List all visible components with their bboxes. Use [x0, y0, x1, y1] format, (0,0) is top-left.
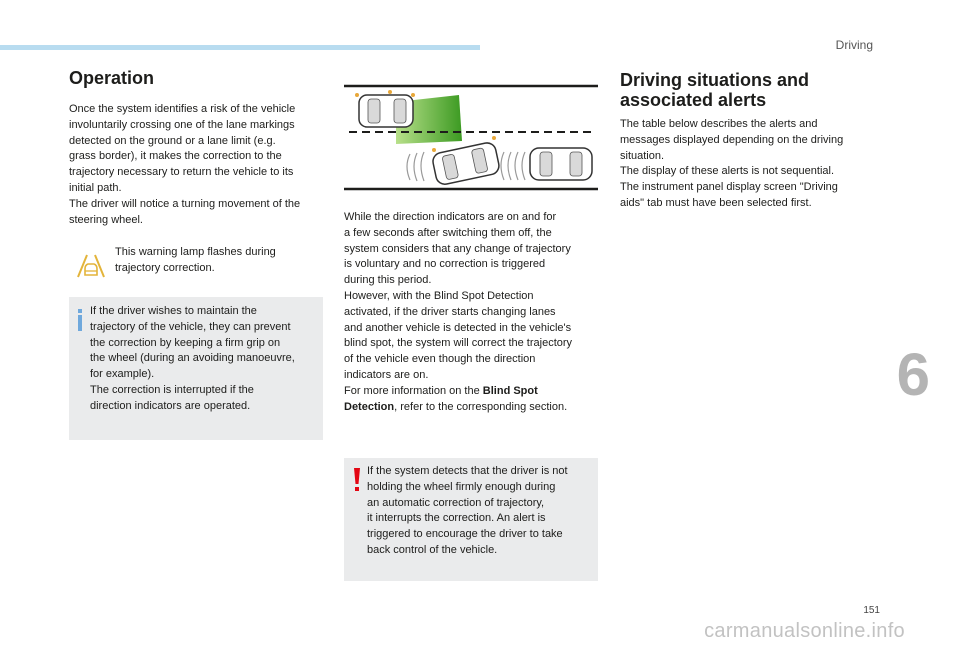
text-line: situation.: [620, 149, 665, 162]
header-accent-bar: [0, 45, 480, 50]
section-header: Driving: [835, 38, 873, 52]
text-line: trajectory correction.: [115, 261, 215, 274]
text-line: triggered to encourage the driver to take: [367, 528, 563, 541]
lane-change-blind-spot-illustration: [344, 84, 598, 191]
text-line: The display of these alerts is not sequential.: [620, 165, 835, 178]
text-line: This warning lamp flashes during: [115, 246, 276, 258]
title-line: Driving situations and: [620, 70, 810, 90]
text-line: of the vehicle even though the direction: [344, 353, 536, 366]
lane-departure-warning-icon: [75, 253, 107, 279]
text-line: back control of the vehicle.: [367, 543, 498, 556]
text-line: grass border), it makes the correction to the: [69, 150, 282, 163]
text-line: trajectory necessary to return the vehicle to its: [69, 166, 294, 179]
car-behind: [530, 148, 592, 180]
info-box: [69, 297, 323, 440]
operation-paragraph: [69, 102, 329, 228]
text-line: activated, if the driver starts changing lanes: [344, 305, 556, 318]
text-line: However, with the Blind Spot Detection: [344, 289, 534, 302]
chapter-number: 6: [896, 341, 930, 408]
text-line: messages displayed depending on the driving: [620, 133, 844, 146]
text-line: Once the system identifies a risk of the vehicle: [69, 103, 296, 115]
exclamation-icon: [353, 468, 361, 492]
text-line: trajectory of the vehicle, they can prevent: [90, 320, 291, 333]
text-line: The driver will notice a turning movement of the: [69, 197, 301, 210]
text-line: , refer to the corresponding section.: [394, 400, 568, 413]
car-changing-lane: [431, 141, 500, 186]
warning-lamp-note: [69, 245, 324, 285]
text-line: for example).: [90, 368, 155, 381]
text-line: is voluntary and no correction is triggered: [344, 258, 546, 271]
watermark: carmanualsonline.info: [704, 620, 905, 642]
text-line: blind spot, the system will correct the trajectory: [344, 337, 573, 350]
info-icon: [77, 309, 83, 331]
text-line: the wheel (during an avoiding manoeuvre,: [90, 352, 295, 365]
blind-spot-reference: Detection: [344, 400, 395, 413]
text-line: and another vehicle is detected in the vehicle's: [344, 321, 572, 334]
page-number: 151: [863, 605, 880, 616]
text-line: The instrument panel display screen "Driving: [620, 181, 838, 194]
title-line: associated alerts: [620, 90, 767, 110]
operation-title: Operation: [69, 68, 155, 88]
text-line: holding the wheel firmly enough during: [367, 480, 556, 493]
text-line: a few seconds after switching them off, the: [344, 226, 552, 239]
text-line: detected on the ground or a lane limit (e.g.: [69, 134, 276, 147]
alert-box: [344, 458, 598, 581]
text-line: the correction by keeping a firm grip on: [90, 336, 281, 349]
text-line: direction indicators are operated.: [90, 399, 251, 412]
text-line: aids" tab must have been selected first.: [620, 196, 812, 209]
situations-title: [620, 70, 880, 110]
text-line: The correction is interrupted if the: [90, 383, 254, 396]
text-line: The table below describes the alerts and: [620, 118, 818, 130]
text-line: during this period.: [344, 274, 432, 287]
text-line: While the direction indicators are on and for: [344, 211, 557, 223]
text-line: an automatic correction of trajectory,: [367, 496, 545, 509]
warning-lamp-text: [115, 245, 320, 277]
text-line: it interrupts the correction. An alert is: [367, 512, 546, 525]
text-line: If the system detects that the driver is not: [367, 465, 568, 477]
car-in-blind-spot: [355, 90, 415, 127]
text-line: initial path.: [69, 181, 122, 194]
text-line: For more information on the: [344, 384, 483, 397]
blind-spot-reference: Blind Spot: [482, 384, 538, 397]
situations-paragraph: [620, 117, 878, 212]
alert-box-text: [367, 464, 592, 559]
text-line: If the driver wishes to maintain the: [90, 305, 257, 317]
text-line: steering wheel.: [69, 213, 143, 226]
text-line: indicators are on.: [344, 368, 429, 381]
indicators-paragraph: [344, 210, 600, 415]
text-line: involuntarily crossing one of the lane markings: [69, 118, 295, 131]
text-line: system considers that any change of trajectory: [344, 242, 571, 255]
info-box-text: [90, 304, 316, 415]
